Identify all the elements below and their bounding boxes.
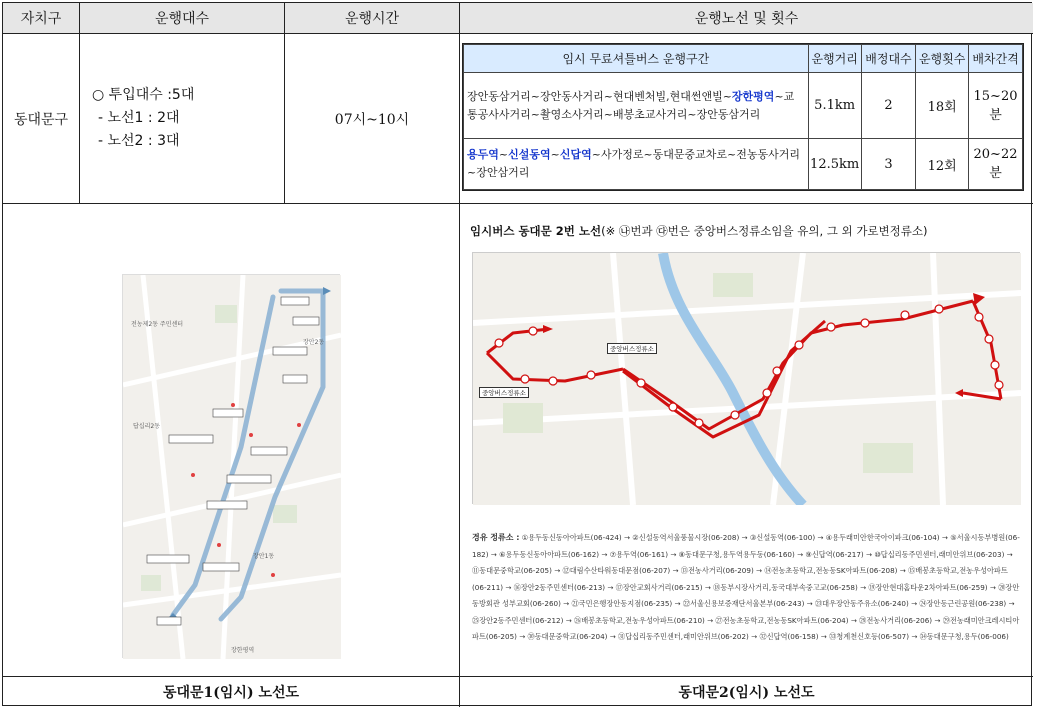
station-yongdu: 용두역 (467, 148, 499, 161)
operating-hours: 07시~10시 (285, 34, 460, 204)
col-distance: 운행거리 (808, 45, 861, 73)
district-name: 동대문구 (3, 34, 80, 204)
header-vehicle-count: 운행대수 (80, 3, 285, 34)
map1-label-dapsimni2: 답십리2동 (133, 423, 161, 430)
shuttle-route-table (462, 43, 1024, 191)
header-district: 자치구 (3, 3, 80, 34)
map1-label-jangan2: 장안2동 (303, 339, 325, 346)
route1-map-graphic (123, 275, 341, 659)
header-operating-hours: 운행시간 (285, 3, 460, 34)
route2-map (472, 252, 1020, 504)
vehicle-count-cell (80, 34, 285, 204)
route2-description: 용두역~신설동역~신답역~사가정로~동대문중교차로~전농동사거리~장안삼거리 (464, 139, 809, 190)
route1-buses: 2 (861, 73, 916, 139)
map2-title: 임시버스 동대문 2번 노선(※ ㉯번과 ㉰번은 중앙버스정류소임을 유의, 그 외 가로변정류소) (470, 224, 928, 238)
stops-text: ①용두동신동아아파트(06-424) → ②신설동역서울풍물시장(06-208) → ③신설동역(06-100) → ④용두래미안한국아이파크(06-104) → ⑤서울시동부병원(06-182) → ⑥용두동신동아아파트(06-162) → ⑦용두역(06-161) → ⑧동대문구청,용두역용두동(06-160) → ⑨신답역(06-217) → ⑩답십리동주민센터,래미안위브(06-203) → ⑪동대문중학교(06-205) → ⑫대림수산타워동대문점(06-207) → ⑬전농사거리(06-209) → ⑭전농초등학교,전농동SK아파트(06-208) → ⑮배봉초등학교,전농우성아파트(06-211) → ⑯장안2동주민센터(06-213) → ⑰장안교회사거리(06-215) → ⑱동부시장사거리,동국대부속중고교(06-258) → ⑲장안현대홈타운2차아파트(06-259) → ⑳장안동방회관 성부교회(06-260) → ㉑국민은행장안동지점(06-235) → ㉒서울신용보증재단서울본부(06-243) → ㉓대우장안동주유소(06-240) → ㉔장안동근린공원(06-238) → ㉕장안2동주민센터(06-212) → ㉖배봉초등학교,전농우성아파트(06-210) → ㉗전농초등학교,전농동SK아파트(06-204) → ㉘전농사거리(06-206) → ㉙전농래미안크레시티아파트(06-205) → ㉚동대문중학교(06-204) → ㉛답십리동주민센터,래미안위브(06-202) → ㉜신답역(06-158) → ㉝청계천신호등(06-507) → ㉞동대문구청,용두(06-006) (472, 533, 1020, 641)
col-interval: 배차간격 (969, 45, 1023, 73)
route2-map-graphic (473, 253, 1021, 505)
map1-label-district-office: 전농제2동 주민센터 (131, 321, 184, 328)
col-route: 임시 무료셔틀버스 운행구간 (464, 45, 809, 73)
station-sinseoldong: 신설동역 (508, 148, 551, 161)
route2-interval: 20~22분 (969, 139, 1023, 190)
route1-distance: 5.1km (808, 73, 861, 139)
route1-runs: 18회 (916, 73, 969, 139)
route2-runs: 12회 (916, 139, 969, 190)
stops-label: 경유 정류소 : (472, 533, 520, 542)
map1-label-janghanpyeong: 장한평역 (231, 647, 255, 654)
route2-stop-list (472, 530, 1022, 646)
units-route1: - 노선1 : 2대 (98, 110, 180, 126)
table-row (464, 73, 1023, 139)
station-janghanpyeong: 장한평역 (731, 89, 775, 103)
units-route2: - 노선2 : 3대 (98, 133, 180, 149)
units-total: ○ 투입대수 :5대 (92, 87, 195, 103)
table-row (464, 139, 1023, 190)
map1-caption: 동대문1(임시) 노선도 (3, 677, 460, 707)
map2-central-stop-label-a: 중앙버스정류소 (607, 343, 657, 354)
route1-interval: 15~20분 (969, 73, 1023, 139)
station-sindap: 신답역 (559, 148, 592, 161)
route2-buses: 3 (861, 139, 916, 190)
map1-label-jangan1: 장안1동 (253, 553, 275, 560)
header-route-info: 운행노선 및 횟수 (460, 3, 1033, 34)
vehicle-count-list (80, 84, 194, 153)
map2-caption: 동대문2(임시) 노선도 (678, 685, 815, 701)
route1-description: 장안동삼거리~장안동사거리~현대벤처빌,현대썬앤빌~장한평역~교통공사사거리~촬영소사거리~배봉초교사거리~장안동삼거리 (464, 73, 809, 139)
route1-map (122, 274, 340, 658)
route2-distance: 12.5km (808, 139, 861, 190)
map2-central-stop-label-b: 중앙버스정류소 (479, 387, 529, 398)
col-runs: 운행횟수 (916, 45, 969, 73)
col-buses: 배정대수 (861, 45, 916, 73)
